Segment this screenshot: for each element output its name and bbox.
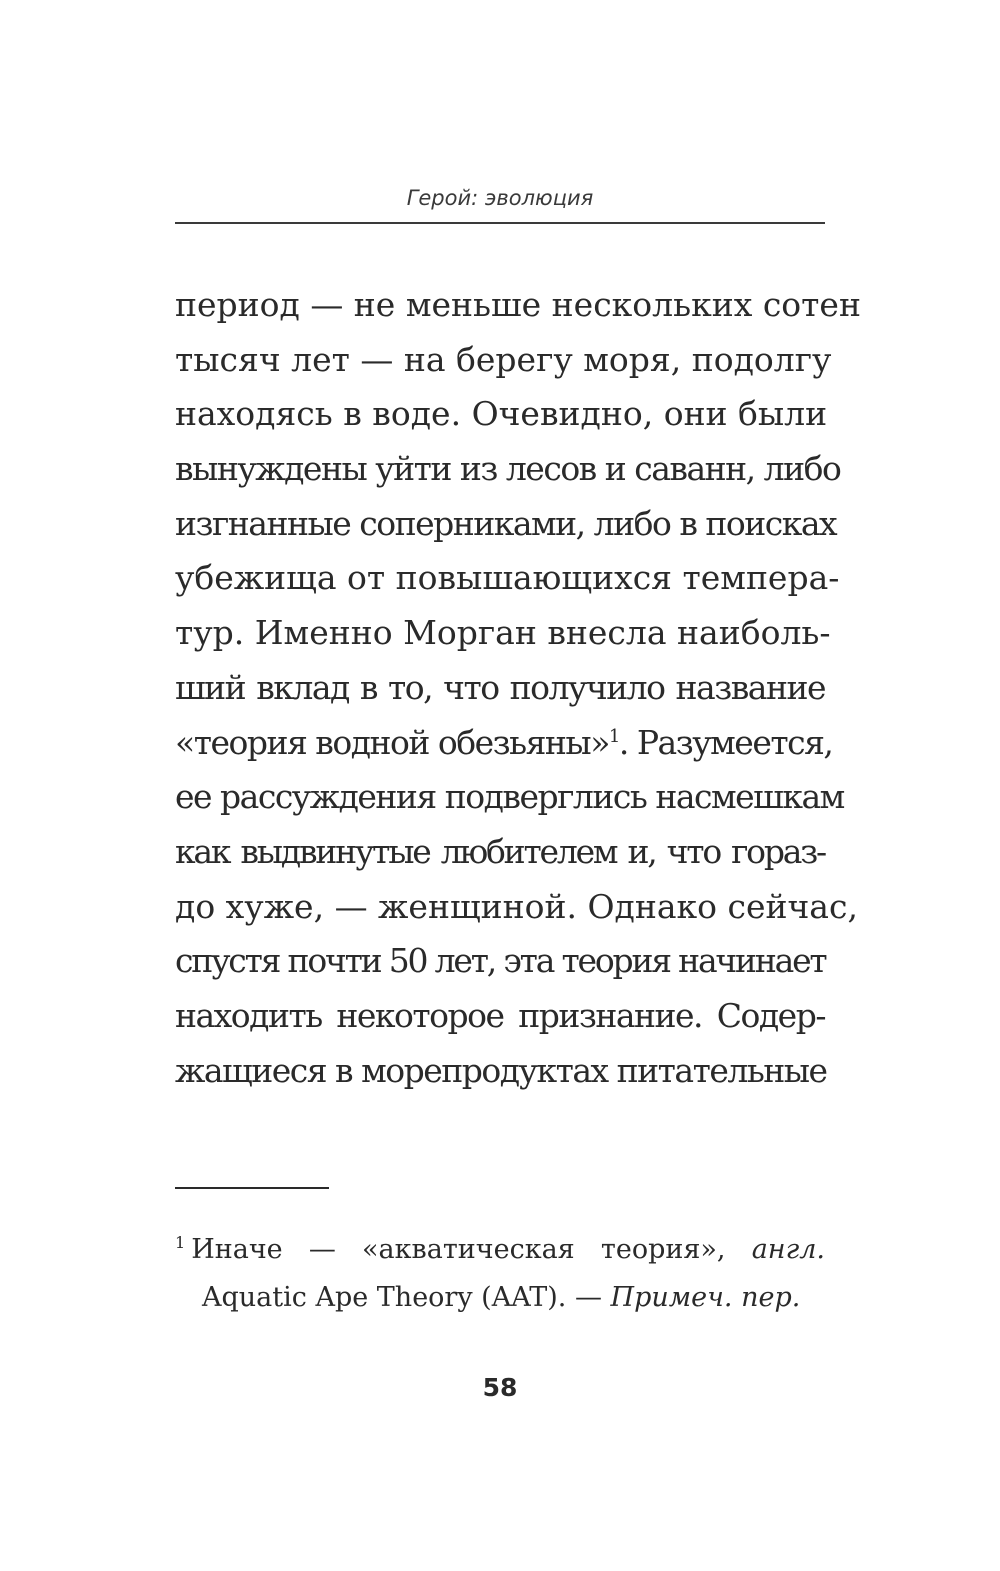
text-line: находясь в воде. Очевидно, они были (175, 394, 828, 434)
text-line: жащиеся в морепродуктах питательные (175, 1050, 827, 1090)
footnote-reference: 1 (608, 725, 619, 747)
footnote-rule (175, 1187, 329, 1189)
footnote-italic: англ. (751, 1234, 825, 1265)
text-line: ший вклад в то, что получило название (175, 667, 825, 707)
footnote (175, 1226, 825, 1322)
text-line: период — не меньше нескольких сотен (175, 285, 861, 324)
text-line: изгнанные соперниками, либо в поисках (175, 503, 837, 543)
body-text (175, 278, 861, 1098)
text-line: вынуждены уйти из лесов и саванн, либо (175, 449, 841, 489)
footnote-italic: Примеч. пер. (610, 1282, 801, 1313)
footnote-text: Aquatic Ape Theory (AAT). — (202, 1282, 611, 1313)
text-line: убежища от повышающихся темпера- (175, 558, 840, 598)
header-rule (175, 222, 825, 224)
text-line: тысяч лет — на берегу моря, подолгу (175, 339, 832, 379)
footnote-line (175, 1274, 825, 1322)
running-head: Герой: эволюция (406, 186, 594, 210)
page-number: 58 (482, 1373, 518, 1402)
footnote-line (175, 1226, 825, 1274)
text-line: как выдвинутые любителем и, что гораз- (175, 831, 825, 871)
text-segment: . Разумеется, (618, 722, 833, 762)
text-line: тур. Именно Морган внесла наиболь- (175, 613, 831, 653)
footnote-number: 1 (175, 1233, 186, 1252)
text-line: находить некоторое признание. Содер- (175, 995, 825, 1035)
text-line-with-footnote (175, 716, 833, 771)
text-line: ее рассуждения подверглись насмешкам (175, 777, 844, 817)
text-segment: «теория водной обезьяны» (175, 722, 609, 762)
text-line: до хуже, — женщиной. Однако сейчас, (175, 886, 858, 926)
footnote-text: Иначе — «акватическая теория», (191, 1234, 752, 1265)
text-line: спустя почти 50 лет, эта теория начинает (175, 941, 826, 981)
